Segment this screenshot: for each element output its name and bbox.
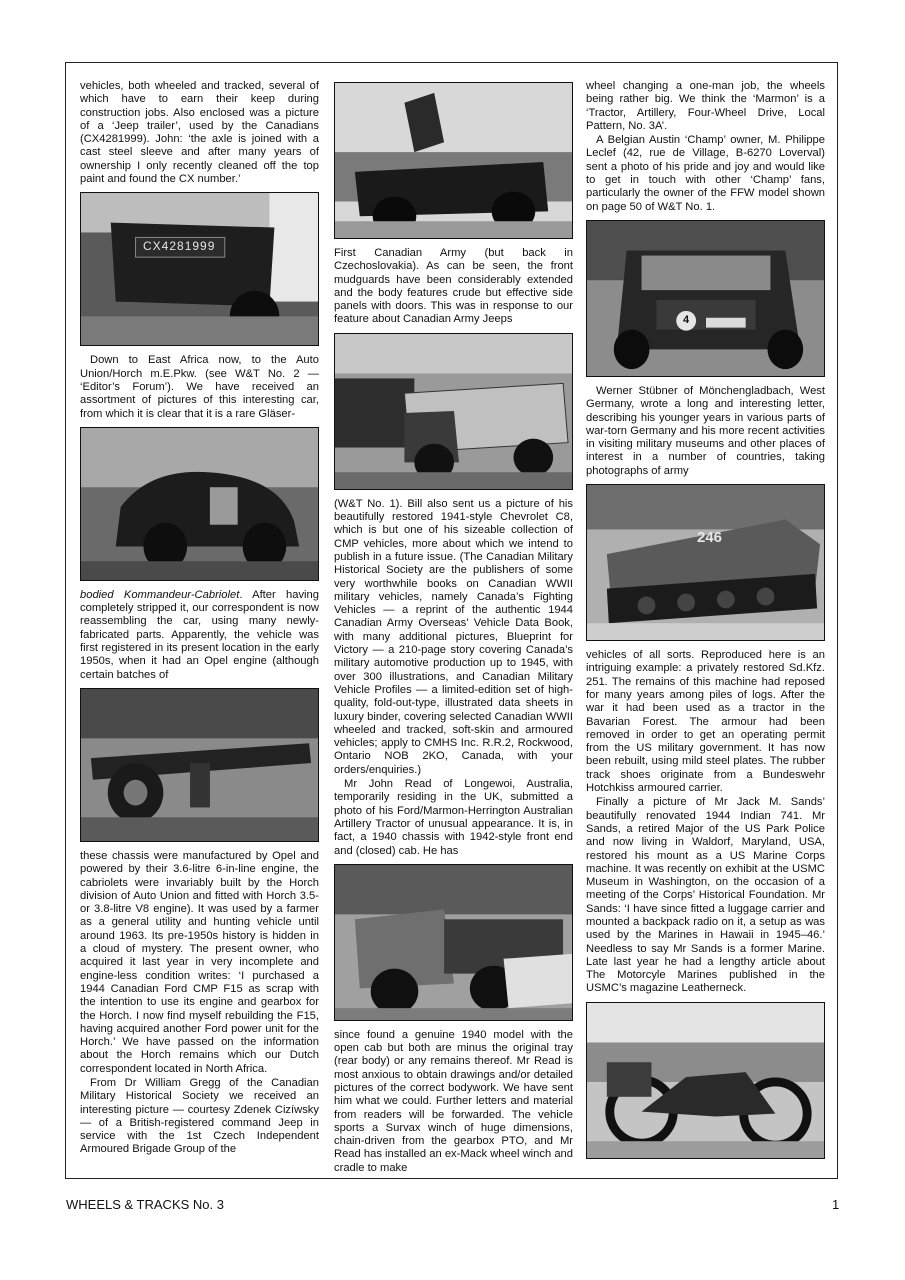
paragraph: since found a genuine 1940 model with the open cab but both are minus the original tray (rear body) or any remains thereof. Mr Read is most anxious to obtain drawings and/or detailed pictures of the correct bodywork. We have sent him what we could. Further letters and material from readers will be forwarded. The vehicle sports a Survax winch of huge dimensions, chain-driven from the gearbox PTO, and Mr Read has installed an ex-Mack wheel winch and cradle to make <box>334 1028 573 1174</box>
paragraph: First Canadian Army (but back in Czechoslovakia). As can be seen, the front mudguards have been considerably extended and the body features crude but effective side panels with doors. This was in response to our feature about Canadian Army Jeeps <box>334 247 573 326</box>
champ-number: 4 <box>683 313 690 326</box>
czech-jeep-photo <box>334 82 573 239</box>
paragraph: A Belgian Austin ‘Champ’ owner, M. Philippe Leclef (42, rue de Village, B-6270 Loverval) sent a photo of his pride and joy and would like to get in touch with other ‘Champ’ fans, particularly the owner of the FFW model shown on page 50 of W&T No. 1. <box>586 134 825 213</box>
paragraph: these chassis were manufactured by Opel and powered by their 3.6-litre 6-in-line engine, the cabriolets were invariably built by the Horch division of Auto Union and fitted with Horch 3.5- or 3.8-litre V8 engine). It was used by a farmer as a general utility and hunting vehicle until around 1963. Its pre-1950s history is hidden in a cloud of mystery. The present owner, who acquired it last year in very incomplete and engine-less condition writes: ‘I purchased a 1944 Canadian Ford CMP F15 as scrap with the intention to use its engine and gearbox for the Horch. I now find myself rebuilding the F15, having acquired another Ford power unit for the Horch.’ We have passed on the information about the Horch remains which our Dutch correspondent located in North Africa. <box>80 849 319 1075</box>
paragraph: (W&T No. 1). Bill also sent us a picture of his beautifully restored 1941-style Chevrolet C8, which is but one of his sizeable collection of CMP vehicles, more about which we intend to publish in a future issue. (The Canadian Military Historical Society are the publishers of some very worthwhile books on Canadian WWII military vehicles, namely Canada’s Fighting Vehicles — a reprint of the authentic 1944 Canadian Army Overseas’ Vehicle Data Book, with many additional pictures, Blueprint for Victory — a 210-page story covering Canada’s military automotive production up to 1945, with over 300 illustrations, and Canadian Military Vehicle Profiles — a limited-edition set of high-quality, fold-out-type, illustrated data sheets in luxury binder, covering selected Canadian WWII wheeled and tracked, soft-skin and armoured vehicles; apply to CMHS Inc. R.R.2, Rockwood, Ontario NOB 2KO, Canada, with your orders/enquiries.) <box>334 497 573 776</box>
halftrack-photo <box>586 484 825 641</box>
paragraph: vehicles, both wheeled and tracked, several of which have to earn their keep during construction jobs. Also enclosed was a picture of a ‘Jeep trailer’, used by the Canadians (CX4281999). John: ‘the axle is joined with a cast steel sleeve and after many years of ownership I only recently cleaned off the top paint and found the CX number.’ <box>80 80 319 186</box>
paragraph: Werner Stübner of Mönchengladbach, West Germany, wrote a long and interesting letter, describing his younger years in various parts of war-torn Germany and his more recent activities in visiting military museums and other places of interest in a number of countries, taking photographs of army <box>586 384 825 477</box>
austin-champ-photo <box>586 220 825 377</box>
column-2 <box>334 80 573 1175</box>
paragraph-text: . After having completely stripped it, our correspondent is now reassembling the car, using many newly-fabricated parts. Apparently, the vehicle was first registered in its present location in the early 1950s, when it had an Opel engine (although certain batches of <box>80 588 319 681</box>
paragraph: Mr John Read of Longewoi, Australia, temporarily residing in the UK, submitted a photo of his Ford/Marmon-Herrington Australian Artillery Tractor of unusual appearance. It is, in fact, a 1940 chassis with 1942-style front end and (closed) cab. He has <box>334 778 573 857</box>
indian-motorcycle-photo <box>586 1002 825 1159</box>
column-3 <box>586 80 825 1167</box>
paragraph: wheel changing a one-man job, the wheels being rather big. We think the ‘Marmon’ is a ‘Tractor, Artillery, Four-Wheel Drive, Local Pattern, No. 3A’. <box>586 80 825 132</box>
halftrack-number: 246 <box>697 529 723 547</box>
footer-page-number: 1 <box>832 1197 840 1212</box>
chevrolet-c8-photo <box>334 333 573 490</box>
paragraph <box>80 589 319 682</box>
paragraph: Finally a picture of Mr Jack M. Sands’ beautifully renovated 1944 Indian 741. Mr Sands, a retired Major of the US Park Police and now living in Waldorf, Maryland, USA, restored his mount as a US Marine Corps machine. It was recently on exhibit at the USMC Museum in Washington, on the occasion of a meeting of the Corps’ Historical Foundation. Mr Sands: ‘I have since fitted a luggage carrier and mounted a backpack radio on it, a setup as was used by the Marines in Hawaii in 1945–46.’ Needless to say Mr Sands is a former Marine. Late last year he had a lengthy article about The Motorcyle Marines published in the USMC’s magazine Leatherneck. <box>586 796 825 995</box>
footer-magazine-title: WHEELS & TRACKS No. 3 <box>66 1197 224 1212</box>
trailer-plate-text: CX4281999 <box>143 239 216 254</box>
paragraph: Down to East Africa now, to the Auto Union/Horch m.E.Pkw. (see W&T No. 2 — ‘Editor’s Forum’). We have received an assortment of pictures of this interesting car, from which it is clear that it is a rare Gläser- <box>80 354 319 420</box>
paragraph: vehicles of all sorts. Reproduced here is an intriguing example: a privately restored Sd.Kfz. 251. The remains of this machine had reposed for many years among piles of logs. After the war it had been used as a tractor in the Bavarian Forest. The armour had been removed in order to get an operating permit from the US military government. It has now been rebuilt, using mild steel plates. The rubber track shoes originate from a Bundeswehr Hotchkiss armoured carrier. <box>586 649 825 795</box>
horch-chassis-photo <box>80 688 319 842</box>
paragraph: From Dr William Gregg of the Canadian Military Historical Society we received an interesting picture — courtesy Zdenek Cizíwsky — of a British-registered command Jeep in service with the 1st Czech Independent Armoured Brigade Group of the <box>80 1076 319 1156</box>
marmon-tractor-photo <box>334 864 573 1021</box>
jeep-trailer-photo <box>80 192 319 346</box>
horch-car-photo <box>80 427 319 581</box>
column-1 <box>80 80 319 1157</box>
italic-title: bodied Kommandeur-Cabriolet <box>80 588 240 601</box>
